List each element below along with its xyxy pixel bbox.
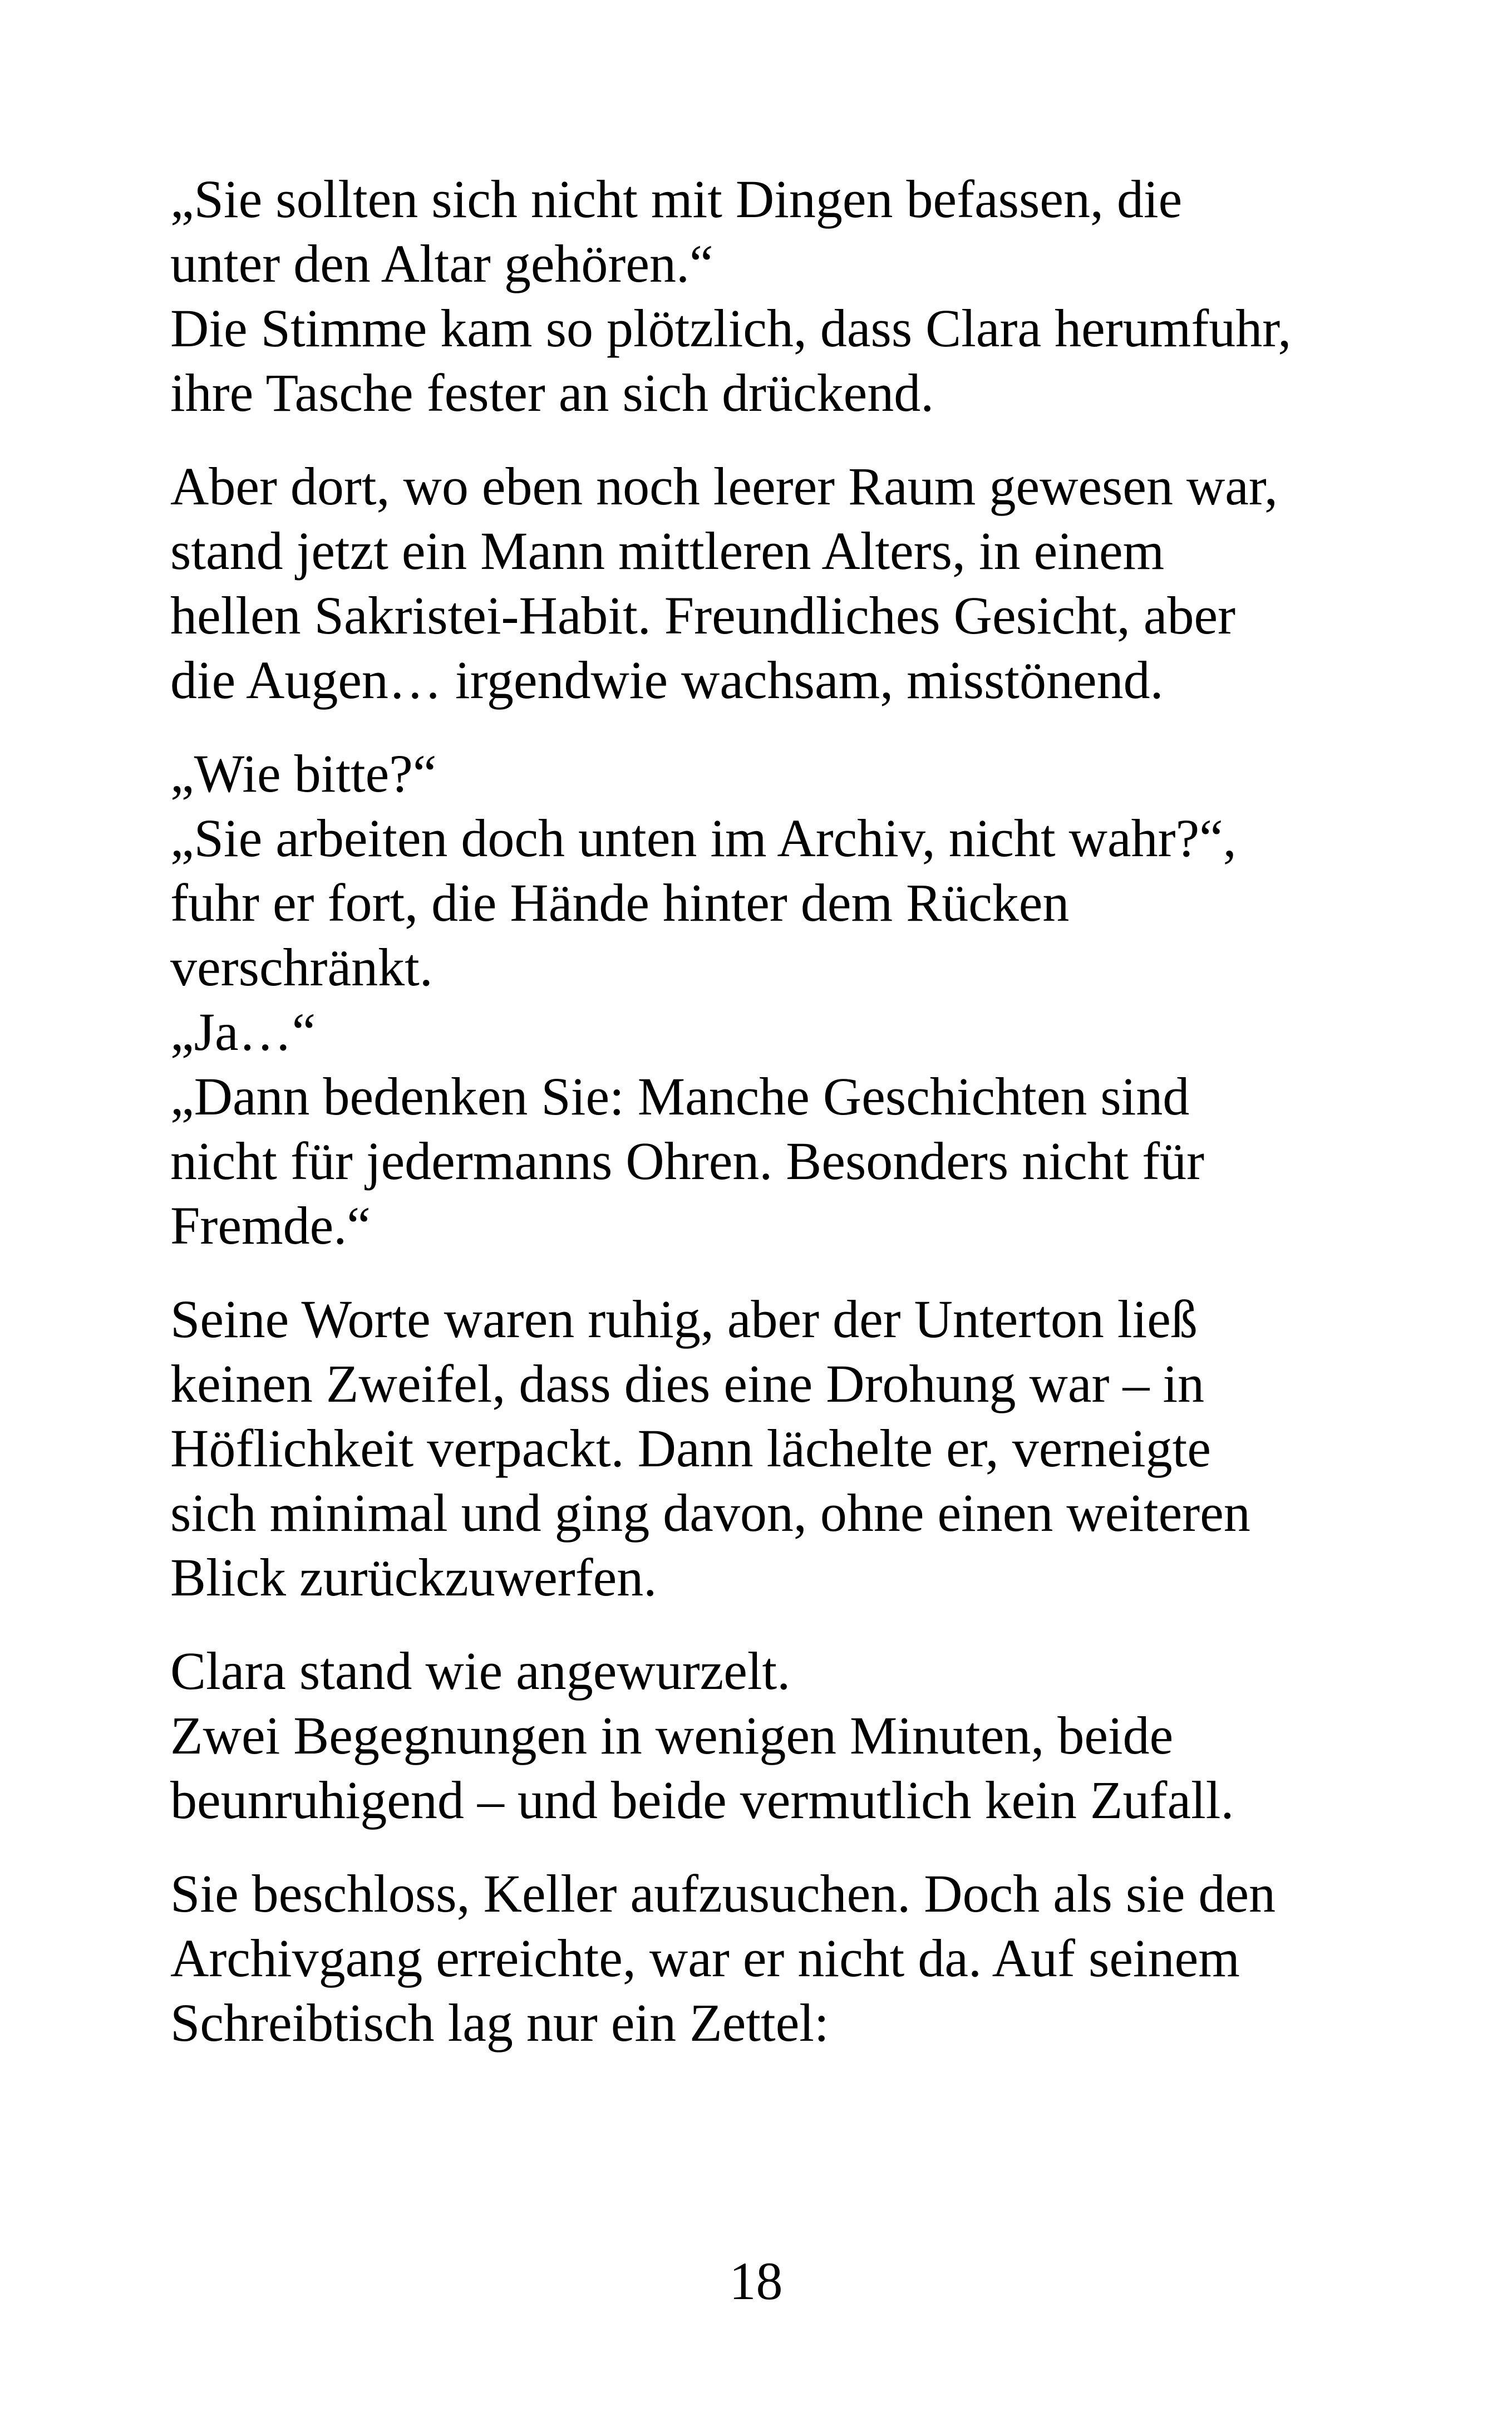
- paragraph: [170, 1639, 1383, 1833]
- body-text: [170, 167, 1383, 2084]
- text-line: Die Stimme kam so plötzlich, dass Clara herumfuhr,: [170, 298, 1292, 358]
- text-line: keinen Zweifel, dass dies eine Drohung war – in: [170, 1354, 1205, 1413]
- paragraph: [170, 1862, 1383, 2055]
- text-line: Höflichkeit verpackt. Dann lächelte er, verneigte: [170, 1418, 1211, 1478]
- text-line: Aber dort, wo eben noch leerer Raum gewesen war,: [170, 456, 1278, 516]
- paragraph: [170, 454, 1383, 713]
- text-line: „Ja…“: [170, 1002, 316, 1062]
- text-line: fuhr er fort, die Hände hinter dem Rücken: [170, 873, 1070, 932]
- text-line: Fremde.“: [170, 1196, 371, 1255]
- text-line: sich minimal und ging davon, ohne einen weiteren: [170, 1483, 1250, 1543]
- text-line: „Sie arbeiten doch unten im Archiv, nicht wahr?“,: [170, 808, 1237, 868]
- text-line: beunruhigend – und beide vermutlich kein Zufall.: [170, 1770, 1234, 1830]
- text-line: Seine Worte waren ruhig, aber der Unterton ließ: [170, 1289, 1198, 1349]
- text-line: stand jetzt ein Mann mittleren Alters, in einem: [170, 521, 1165, 581]
- text-line: „Dann bedenken Sie: Manche Geschichten sind: [170, 1067, 1190, 1126]
- page-number: 18: [729, 2251, 783, 2311]
- text-line: Sie beschloss, Keller aufzusuchen. Doch als sie den: [170, 1864, 1276, 1923]
- text-line: „Wie bitte?“: [170, 744, 437, 803]
- text-line: Archivgang erreichte, war er nicht da. Auf seinem: [170, 1928, 1240, 1988]
- text-line: die Augen… irgendwie wachsam, misstönend.: [170, 650, 1164, 710]
- text-line: unter den Altar gehören.“: [170, 234, 713, 293]
- text-line: nicht für jedermanns Ohren. Besonders nicht für: [170, 1131, 1205, 1191]
- text-line: Clara stand wie angewurzelt.: [170, 1641, 791, 1701]
- text-line: „Sie sollten sich nicht mit Dingen befassen, die: [170, 169, 1183, 229]
- text-line: Blick zurückzuwerfen.: [170, 1548, 657, 1607]
- text-line: Zwei Begegnungen in wenigen Minuten, beide: [170, 1706, 1174, 1765]
- paragraph: [170, 741, 1383, 1258]
- paragraph: [170, 167, 1383, 425]
- text-line: hellen Sakristei-Habit. Freundliches Gesicht, aber: [170, 586, 1236, 645]
- text-line: Schreibtisch lag nur ein Zettel:: [170, 1993, 829, 2052]
- text-line: verschränkt.: [170, 937, 433, 997]
- paragraph: [170, 1287, 1383, 1610]
- text-line: ihre Tasche fester an sich drückend.: [170, 363, 934, 423]
